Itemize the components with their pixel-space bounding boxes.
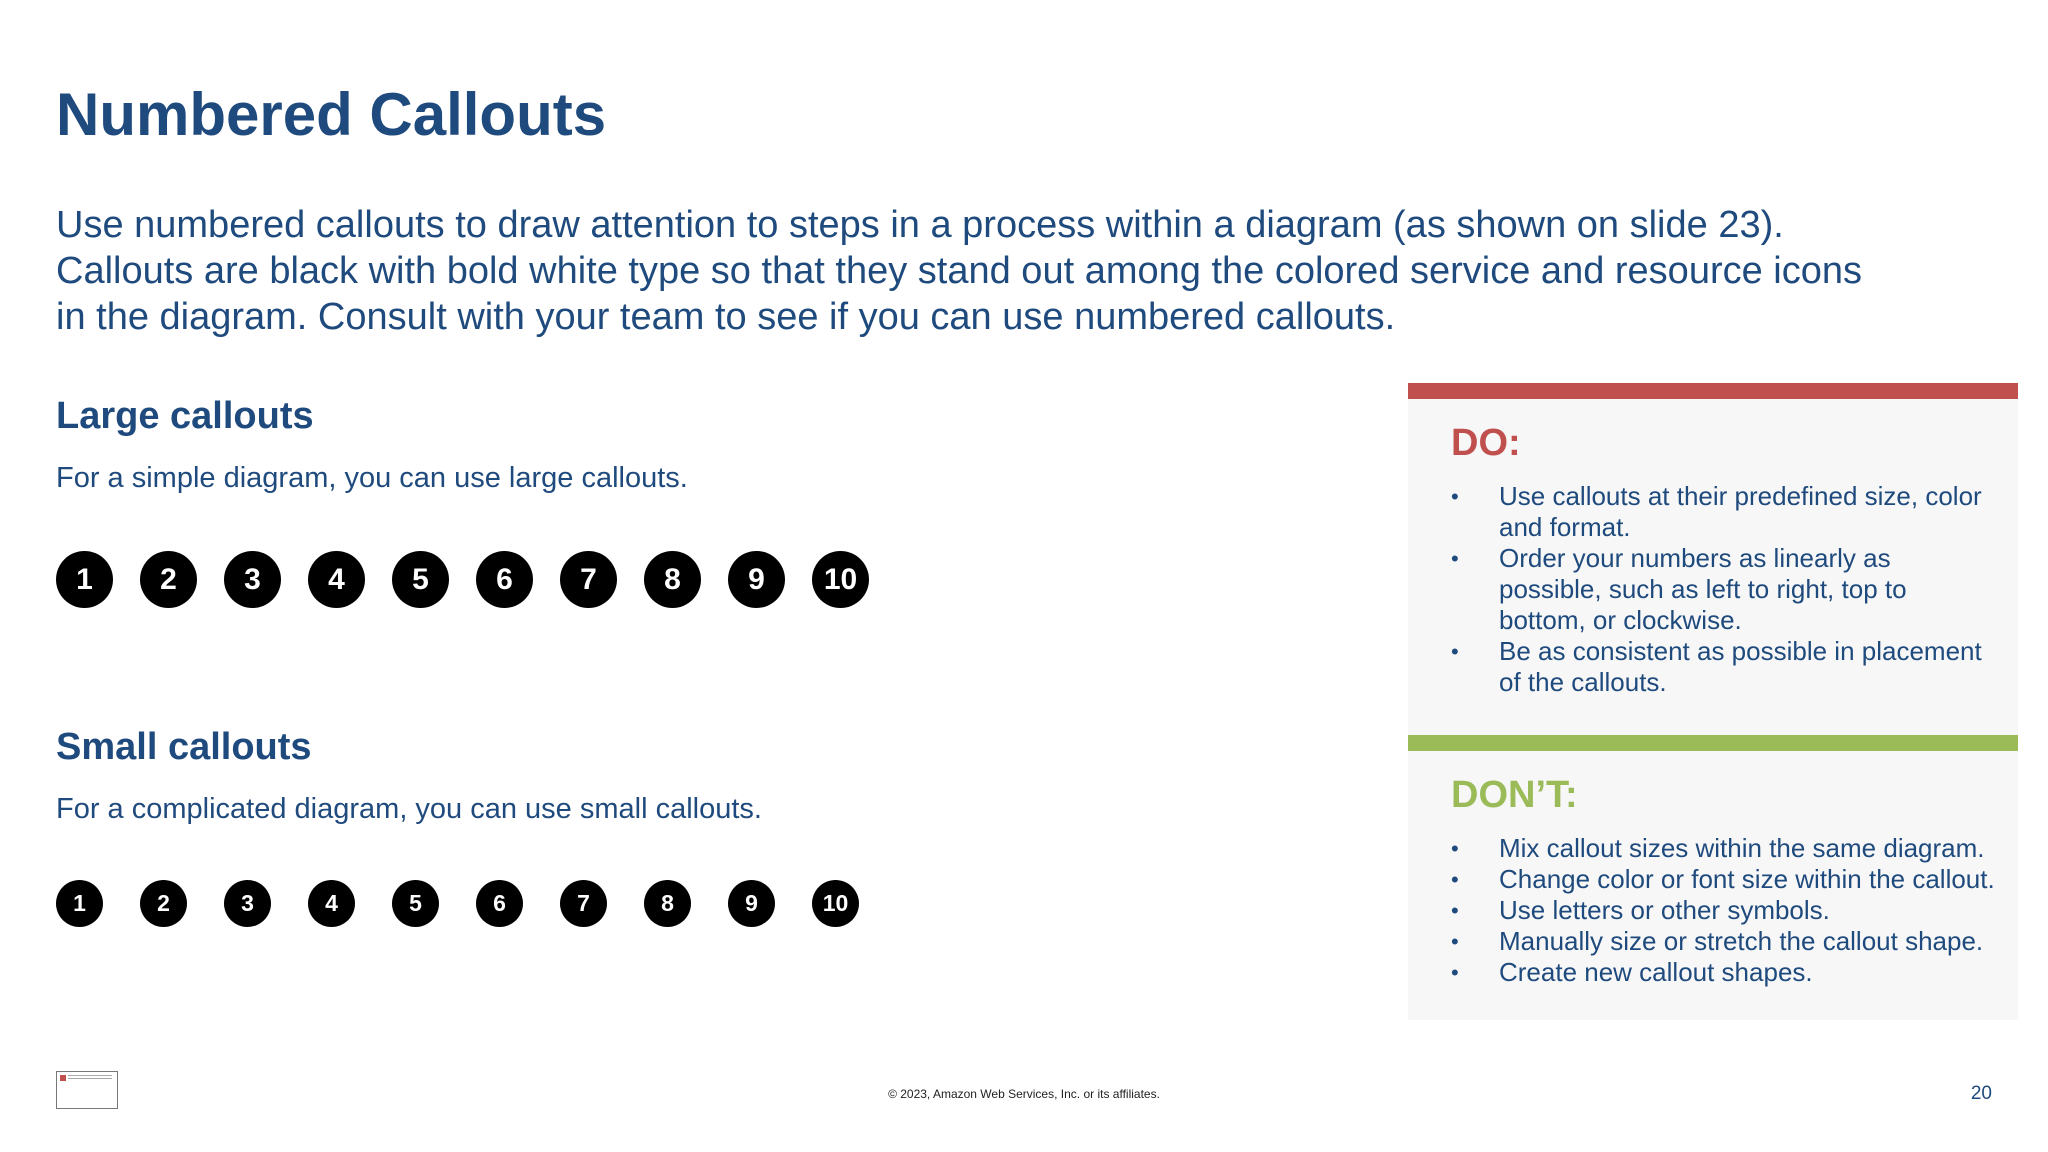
list-item xyxy=(1451,926,1998,957)
small-callout-8: 8 xyxy=(644,880,691,927)
dont-list xyxy=(1451,833,1998,988)
large-callouts-description: For a simple diagram, you can use large callouts. xyxy=(56,462,688,494)
bullet-icon: • xyxy=(1451,546,1459,571)
list-item-line: Use letters or other symbols. xyxy=(1499,895,1830,925)
small-callout-1: 1 xyxy=(56,880,103,927)
large-callout-2: 2 xyxy=(140,551,197,608)
list-item xyxy=(1451,957,1998,988)
small-callouts-row xyxy=(56,880,896,927)
list-item-line: Change color or font size within the callout. xyxy=(1499,864,1995,894)
intro-line: Callouts are black with bold white type so that they stand out among the colored service and resource icons xyxy=(56,250,1863,292)
bullet-icon: • xyxy=(1451,960,1459,985)
bullet-icon: • xyxy=(1451,898,1459,923)
small-callout-3: 3 xyxy=(224,880,271,927)
large-callout-4: 4 xyxy=(308,551,365,608)
do-list xyxy=(1451,481,1998,698)
list-item-line: Create new callout shapes. xyxy=(1499,957,1813,987)
logo-mark-icon xyxy=(60,1075,66,1081)
small-callouts-heading: Small callouts xyxy=(56,726,312,768)
dont-panel-title: DON’T: xyxy=(1451,774,1578,816)
small-callout-4: 4 xyxy=(308,880,355,927)
large-callout-9: 9 xyxy=(728,551,785,608)
large-callout-5: 5 xyxy=(392,551,449,608)
do-panel xyxy=(1408,383,2018,736)
intro-line: Use numbered callouts to draw attention to steps in a process within a diagram (as shown on slide 23). xyxy=(56,204,1784,246)
large-callout-6: 6 xyxy=(476,551,533,608)
list-item-line: Mix callout sizes within the same diagram. xyxy=(1499,833,1985,863)
list-item xyxy=(1451,481,1998,543)
list-item xyxy=(1451,543,1998,636)
page-number: 20 xyxy=(1970,1083,1992,1104)
do-panel-title: DO: xyxy=(1451,422,1521,464)
large-callout-3: 3 xyxy=(224,551,281,608)
large-callout-10: 10 xyxy=(812,551,869,608)
slide-title: Numbered Callouts xyxy=(56,81,607,148)
large-callout-1: 1 xyxy=(56,551,113,608)
list-item-line: Order your numbers as linearly as xyxy=(1499,543,1891,573)
small-callout-5: 5 xyxy=(392,880,439,927)
large-callouts-heading: Large callouts xyxy=(56,395,314,437)
intro-paragraph xyxy=(56,202,1936,340)
bullet-icon: • xyxy=(1451,836,1459,861)
large-callout-7: 7 xyxy=(560,551,617,608)
small-callout-9: 9 xyxy=(728,880,775,927)
small-callout-2: 2 xyxy=(140,880,187,927)
list-item xyxy=(1451,864,1998,895)
small-callout-6: 6 xyxy=(476,880,523,927)
list-item-line: Be as consistent as possible in placement xyxy=(1499,636,1982,666)
bullet-icon: • xyxy=(1451,929,1459,954)
intro-line: in the diagram. Consult with your team to see if you can use numbered callouts. xyxy=(56,296,1396,338)
list-item-line: Manually size or stretch the callout shape. xyxy=(1499,926,1984,956)
list-item xyxy=(1451,895,1998,926)
small-callout-10: 10 xyxy=(812,880,859,927)
list-item-line: Use callouts at their predefined size, color xyxy=(1499,481,1982,511)
list-item-line: of the callouts. xyxy=(1499,667,1667,697)
bullet-icon: • xyxy=(1451,867,1459,892)
footer-copyright: © 2023, Amazon Web Services, Inc. or its affiliates. xyxy=(888,1087,1160,1101)
list-item xyxy=(1451,833,1998,864)
do-panel-accent-bar xyxy=(1408,383,2018,399)
bullet-icon: • xyxy=(1451,484,1459,509)
list-item-line: bottom, or clockwise. xyxy=(1499,605,1742,635)
dont-panel-accent-bar xyxy=(1408,735,2018,751)
list-item xyxy=(1451,636,1998,698)
large-callout-8: 8 xyxy=(644,551,701,608)
list-item-line: possible, such as left to right, top to xyxy=(1499,574,1907,604)
logo-text-lines xyxy=(68,1075,112,1076)
dont-panel xyxy=(1408,735,2018,1020)
bullet-icon: • xyxy=(1451,639,1459,664)
small-callouts-description: For a complicated diagram, you can use small callouts. xyxy=(56,793,762,825)
list-item-line: and format. xyxy=(1499,512,1631,542)
large-callouts-row xyxy=(56,551,896,608)
small-callout-7: 7 xyxy=(560,880,607,927)
